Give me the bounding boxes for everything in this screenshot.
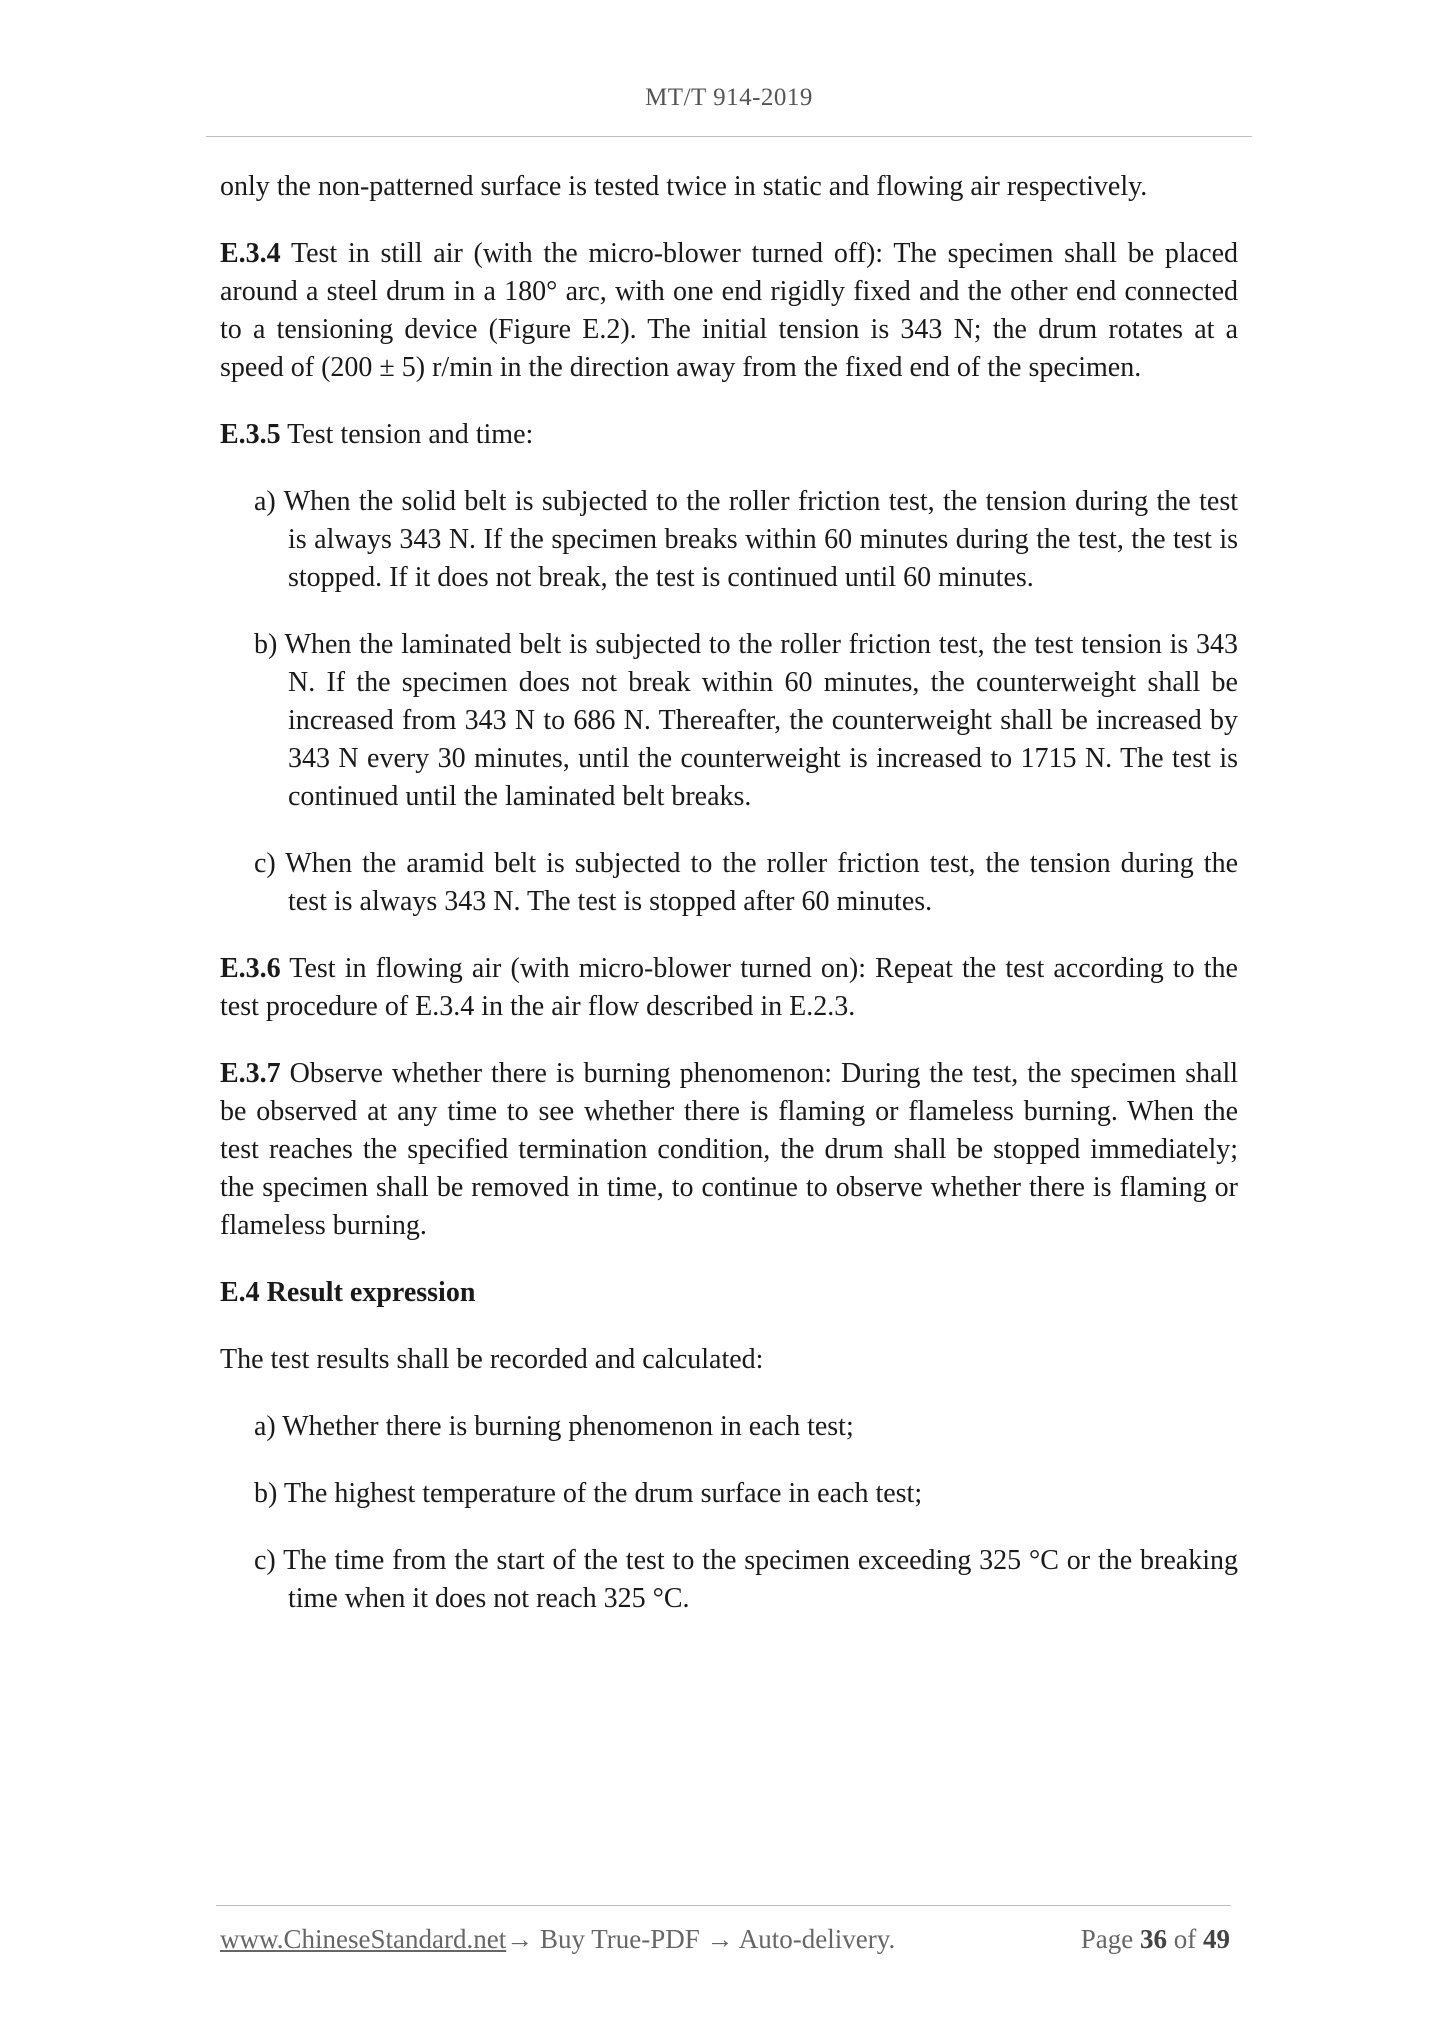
document-body	[220, 168, 1238, 1647]
page-total: 49	[1203, 1924, 1230, 1954]
clause-text: Test tension and time:	[280, 419, 534, 450]
delivery-text: Auto-delivery.	[733, 1924, 896, 1954]
clause-text: Observe whether there is burning phenomenon: During the test, the specimen shall be observed at any time to see whether there is flaming or flameless burning. When the test reaches the specified termination condition, the drum shall be stopped immediately; the specimen shall be removed in time, to continue to observe whether there is flaming or flameless burning.	[220, 1058, 1238, 1241]
header-divider	[206, 136, 1252, 137]
page-counter	[1081, 1924, 1230, 1955]
paragraph-e4-intro: The test results shall be recorded and calculated:	[220, 1344, 764, 1375]
clause-text: Test in flowing air (with micro-blower turned on): Repeat the test according to the test procedure of E.3.4 in the air flow described in E.2.3.	[220, 953, 1238, 1022]
website-link[interactable]: www.ChineseStandard.net	[220, 1924, 507, 1954]
footer-promo	[220, 1924, 895, 1955]
list-item: b) When the laminated belt is subjected to the roller friction test, the test tension is 343 N. If the specimen does not break within 60 minutes, the counterweight shall be increased from 343 N to 686 N. Thereafter, the counterweight shall be increased by 343 N every 30 minutes, until the counterweight is increased to 1715 N. The test is continued until the laminated belt breaks.	[254, 629, 1238, 812]
clause-label: E.3.4	[220, 238, 281, 269]
clause-e334	[220, 235, 1238, 387]
list-item: a) Whether there is burning phenomenon in each test;	[254, 1411, 854, 1442]
clause-text: Test in still air (with the micro-blower turned off): The specimen shall be placed around a steel drum in a 180° arc, with one end rigidly fixed and the other end connected to a tensioning device (Figure E.2). The initial tension is 343 N; the drum rotates at a speed of (200 ± 5) r/min in the direction away from the fixed end of the specimen.	[220, 238, 1238, 383]
list-item: a) When the solid belt is subjected to the roller friction test, the tension during the test is always 343 N. If the specimen breaks within 60 minutes during the test, the test is stopped. If it does not break, the test is continued until 60 minutes.	[254, 486, 1238, 593]
clause-label: E.3.5	[220, 419, 281, 450]
list-item: b) The highest temperature of the drum surface in each test;	[254, 1478, 923, 1509]
clause-label: E.3.6	[220, 953, 281, 984]
page-number: 36	[1140, 1924, 1167, 1954]
clause-label: E.3.7	[220, 1058, 281, 1089]
clause-e335	[220, 416, 1238, 454]
buy-text: Buy True-PDF	[533, 1924, 707, 1954]
section-heading-e4: E.4 Result expression	[220, 1277, 476, 1308]
arrow-right-icon: →	[706, 1924, 734, 1954]
standard-code-header: MT/T 914-2019	[645, 84, 813, 111]
clause-e337	[220, 1055, 1238, 1245]
arrow-right-icon: →	[506, 1924, 534, 1954]
of-word: of	[1173, 1924, 1197, 1954]
paragraph-intro: only the non-patterned surface is tested twice in static and flowing air respectively.	[220, 171, 1148, 202]
footer-divider	[216, 1905, 1231, 1906]
list-item: c) When the aramid belt is subjected to the roller friction test, the tension during the test is always 343 N. The test is stopped after 60 minutes.	[254, 848, 1238, 917]
page-word: Page	[1080, 1924, 1134, 1954]
list-item: c) The time from the start of the test to the specimen exceeding 325 °C or the breaking time when it does not reach 325 °C.	[254, 1545, 1238, 1614]
clause-e336	[220, 950, 1238, 1026]
